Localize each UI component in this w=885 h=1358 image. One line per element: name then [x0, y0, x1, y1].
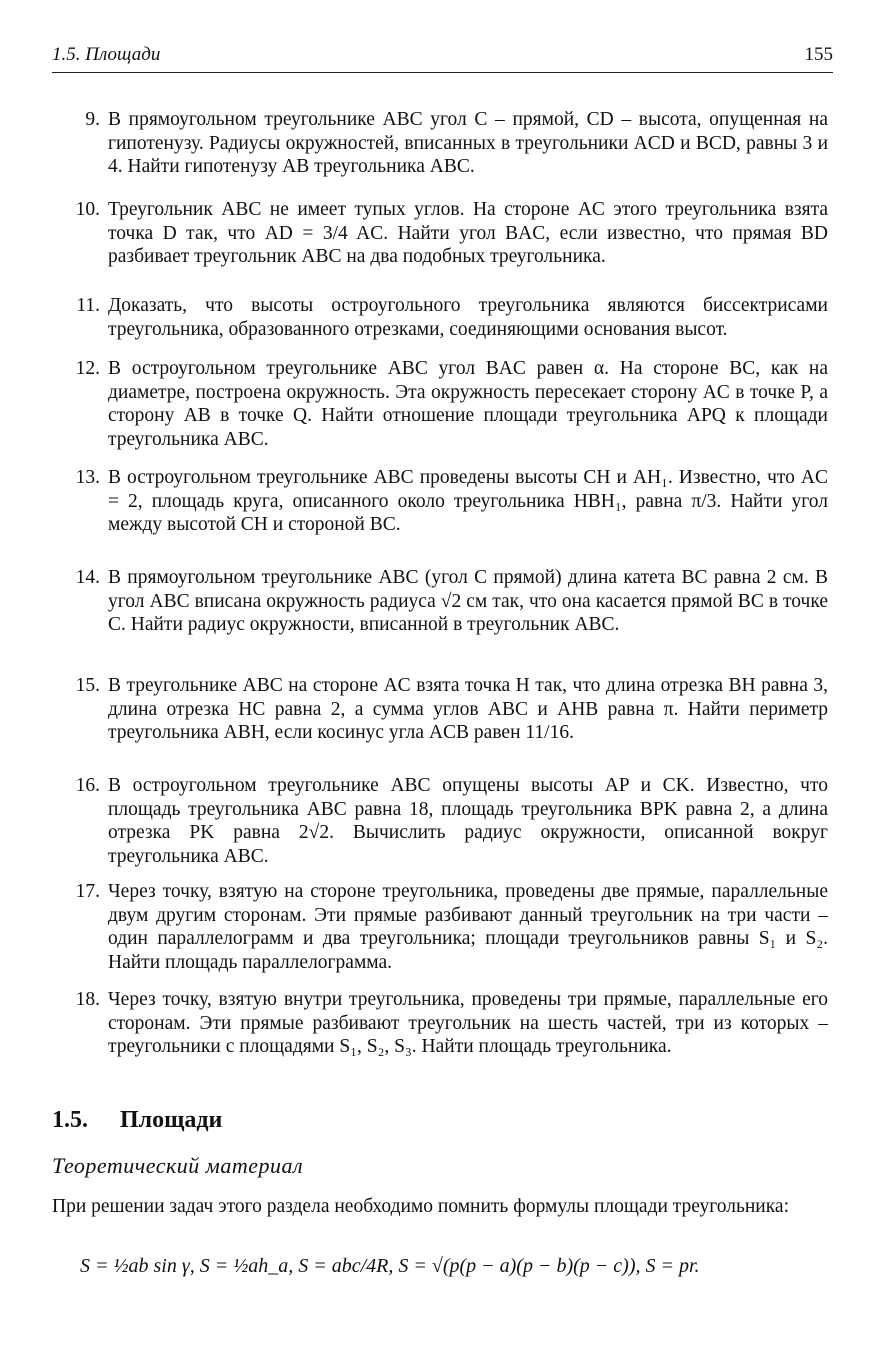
problem-number: 14. [75, 567, 100, 588]
problem-number: 15. [75, 675, 100, 696]
problem-text: Треугольник ABC не имеет тупых углов. На стороне AC этого треугольника взята точка D так, что AD = 3/4 AC. Найти угол BAC, если известно, что прямая BD разбивает треугольник ABC на два подобных треугольника. [108, 199, 828, 268]
problem-14 [60, 566, 828, 637]
problem-9 [60, 108, 828, 179]
subsection-heading: Теоретический материал [52, 1153, 304, 1178]
problem-17 [60, 880, 828, 974]
problem-13 [60, 466, 828, 537]
problem-text: В остроугольном треугольнике ABC опущены высоты AP и CK. Известно, что площадь треугольника ABC равна 18, площадь треугольника BPK равна 2, а длина отрезка PK равна 2√2. Вычислить радиус окружности, описанной вокруг треугольника ABC. [108, 775, 828, 867]
problem-18 [60, 988, 828, 1059]
problem-number: 17. [75, 881, 100, 902]
problem-16 [60, 774, 828, 868]
problem-text: Через точку, взятую внутри треугольника, проведены три прямые, параллельные его сторонам. Эти прямые разбивают треугольник на шесть частей, три из которых – треугольники с площадями S₁, S₂, S₃. Найти площадь треугольника. [108, 989, 828, 1058]
problem-number: 9. [85, 109, 100, 130]
problem-11 [60, 294, 828, 341]
intro-paragraph: При решении задач этого раздела необходимо помнить формулы площади треугольника: [52, 1196, 789, 1217]
problem-number: 18. [75, 989, 100, 1010]
header-rule [52, 72, 833, 73]
problem-15 [60, 674, 828, 745]
problem-text: Доказать, что высоты остроугольного треугольника являются биссектрисами треугольника, образованного отрезками, соединяющими основания высот. [108, 295, 828, 340]
problem-text: В прямоугольном треугольнике ABC (угол C прямой) длина катета BC равна 2 см. В угол ABC вписана окружность радиуса √2 см так, что она касается прямой BC в точке C. Найти радиус окружности, вписанной в треугольник ABC. [108, 567, 828, 636]
problem-number: 16. [75, 775, 100, 796]
running-header [52, 44, 833, 66]
problem-number: 12. [75, 358, 100, 379]
problem-text: В остроугольном треугольнике ABC проведены высоты CH и AH₁. Известно, что AC = 2, площадь круга, описанного около треугольника HBH₁, равна π/3. Найти угол между высотой CH и стороной BC. [108, 467, 828, 536]
section-title: Площади [120, 1107, 223, 1133]
section-heading [52, 1107, 222, 1134]
problem-text: В остроугольном треугольнике ABC угол BAC равен α. На стороне BC, как на диаметре, построена окружность. Эта окружность пересекает сторону AC в точке P, а сторону AB в точке Q. Найти отношение площади треугольника APQ к площади треугольника ABC. [108, 358, 828, 450]
problem-text: В прямоугольном треугольнике ABC угол C – прямой, CD – высота, опущенная на гипотенузу. Радиусы окружностей, вписанных в треугольники ACD и BCD, равны 3 и 4. Найти гипотенузу AB треугольника ABC. [108, 109, 828, 178]
problem-12 [60, 357, 828, 451]
area-formulas: S = ½ab sin γ, S = ½ah_a, S = abc/4R, S = √(p(p − a)(p − b)(p − c)), S = pr. [80, 1255, 700, 1277]
problem-text: В треугольнике ABC на стороне AC взята точка H так, что длина отрезка BH равна 3, длина отрезка HC равна 2, а сумма углов ABC и AHB равна π. Найти периметр треугольника ABH, если косинус угла ACB равен 11/16. [108, 675, 828, 744]
problem-number: 13. [75, 467, 100, 488]
problem-text: Через точку, взятую на стороне треугольника, проведены две прямые, параллельные двум другим сторонам. Эти прямые разбивают данный треугольник на три части – один параллелограмм и два треугольника; площади треугольников равны S₁ и S₂. Найти площадь параллелограмма. [108, 881, 828, 973]
problem-number: 10. [75, 199, 100, 220]
page-number: 155 [804, 44, 833, 65]
header-section: 1.5. Площади [52, 44, 161, 65]
section-number: 1.5. [52, 1107, 88, 1133]
problem-10 [60, 198, 828, 269]
problem-number: 11. [76, 295, 100, 316]
